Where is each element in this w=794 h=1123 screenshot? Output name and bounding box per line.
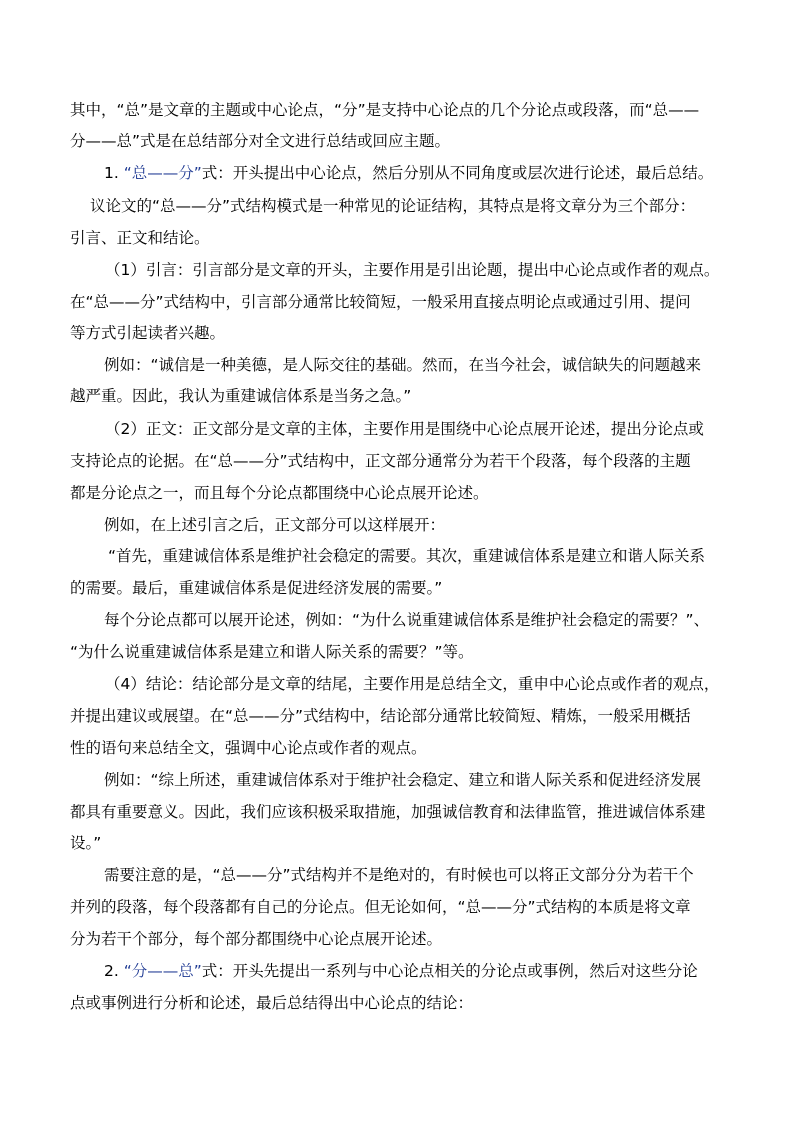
text-line: 点或事例进行分析和论述，最后总结得出中心论点的结论： [70,994,474,1012]
text-line: 引言、正文和结论。 [70,229,210,247]
text-line: 越严重。因此，我认为重建诚信体系是当务之急。” [70,387,412,405]
text-line: 分——总”式是在总结部分对全文进行总结或回应主题。 [70,132,451,150]
text-line: 需要注意的是，“总——分”式结构并不是绝对的，有时候也可以将正文部分分为若干个 [104,866,694,884]
text-line: 并列的段落，每个段落都有自己的分论点。但无论如何，“总——分”式结构的本质是将文章 [70,898,691,916]
heading-keyword: “分——总” [123,962,202,980]
text-line: （2）正文：正文部分是文章的主体，主要作用是围绕中心论点展开论述，提出分论点或 [105,420,704,438]
text-line: 议论文的“总——分”式结构模式是一种常见的论证结构，其特点是将文章分为三个部分： [90,197,696,215]
text-line: 分为若干个部分，每个部分都围绕中心论点展开论述。 [70,930,443,948]
text-line: 例如，在上述引言之后，正文部分可以这样展开： [104,516,446,534]
text-line: 支持论点的论据。在“总——分”式结构中，正文部分通常分为若干个段落，每个段落的主题 [70,452,691,470]
text-line: 其中，“总”是文章的主题或中心论点，“分”是支持中心论点的几个分论点或段落，而“总—— [70,101,700,119]
heading-line-1 [104,163,713,183]
text-line: 的需要。最后，重建诚信体系是促进经济发展的需要。” [70,579,443,597]
text-line: 例如：“综上所述，重建诚信体系对于维护社会稳定、建立和谐人际关系和促进经济发展 [104,771,702,789]
text-line: 都具有重要意义。因此，我们应该积极采取措施，加强诚信教育和法律监管，推进诚信体系建 [70,803,706,821]
text-line: 设。” [70,834,102,852]
text-line: 例如：“诚信是一种美德，是人际交往的基础。然而，在当今社会，诚信缺失的问题越来 [104,356,702,374]
text-line: 在“总——分”式结构中，引言部分通常比较简短，一般采用直接点明论点或通过引用、提问 [70,293,691,311]
text-line: 性的语句来总结全文，强调中心论点或作者的观点。 [70,739,427,757]
text-line: 每个分论点都可以展开论述，例如：“为什么说重建诚信体系是维护社会稳定的需要？”、 [104,611,710,629]
text-line: 并提出建议或展望。在“总——分”式结构中，结论部分通常比较简短、精炼，一般采用概括 [70,707,691,725]
text-line: （4）结论：结论部分是文章的结尾，主要作用是总结全文，重申中心论点或作者的观点， [105,675,720,693]
text-line: “首先，重建诚信体系是维护社会稳定的需要。其次，重建诚信体系是建立和谐人际关系 [108,547,706,565]
heading-line-2 [104,961,698,981]
heading-text: 式：开头提出中心论点，然后分别从不同角度或层次进行论述，最后总结。 [201,164,714,182]
text-line: （1）引言：引言部分是文章的开头，主要作用是引出论题，提出中心论点或作者的观点。 [105,261,720,279]
text-line: 等方式引起读者兴趣。 [70,324,226,342]
heading-number: 1. [104,164,119,182]
text-line: 都是分论点之一，而且每个分论点都围绕中心论点展开论述。 [70,484,489,502]
text-line: “为什么说重建诚信体系是建立和谐人际关系的需要？”等。 [70,643,474,661]
heading-text: 式：开头先提出一系列与中心论点相关的分论点或事例，然后对这些分论 [201,962,698,980]
heading-keyword: “总——分” [123,164,202,182]
heading-number: 2. [104,962,119,980]
